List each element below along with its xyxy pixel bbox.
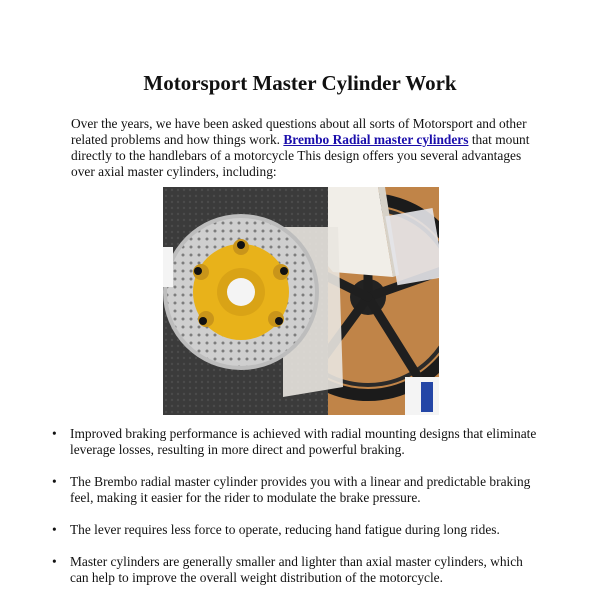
list-item-text: Improved braking performance is achieved with radial mounting designs that eliminate leverage losses, resulting in more direct and powerful braking. — [70, 426, 537, 457]
list-item-text: The lever requires less force to operate, reducing hand fatigue during long rides. — [70, 522, 500, 537]
list-item — [48, 474, 538, 506]
list-item — [48, 426, 538, 458]
intro-paragraph — [71, 116, 541, 180]
bullet-icon: • — [52, 522, 57, 537]
bullet-icon: • — [52, 426, 57, 441]
list-item-text: Master cylinders are generally smaller and lighter than axial master cylinders, which can help to improve the overall weight distribution of the motorcycle. — [70, 554, 523, 585]
intro-text-end: that mount directly to the handlebars of a motorcycle This design offers you several advantages over axial master cylinders, including: — [71, 132, 530, 179]
intro-text-start: Over the years, we have been asked questions about all sorts of Motorsport and other related problems and how things work. — [71, 116, 527, 147]
bullet-icon: • — [52, 554, 57, 569]
brake-disc-and-wheel-photo-icon — [163, 187, 439, 415]
list-item-text: The Brembo radial master cylinder provides you with a linear and predictable braking feel, making it easier for the rider to modulate the brake pressure. — [70, 474, 531, 505]
brembo-radial-link[interactable]: Brembo Radial master cylinders — [283, 132, 469, 147]
advantages-list — [48, 426, 538, 602]
bullet-icon: • — [52, 474, 57, 489]
page-title: Motorsport Master Cylinder Work — [143, 71, 457, 95]
list-item — [48, 522, 538, 538]
list-item — [48, 554, 538, 586]
brake-disc-icon — [163, 214, 319, 370]
